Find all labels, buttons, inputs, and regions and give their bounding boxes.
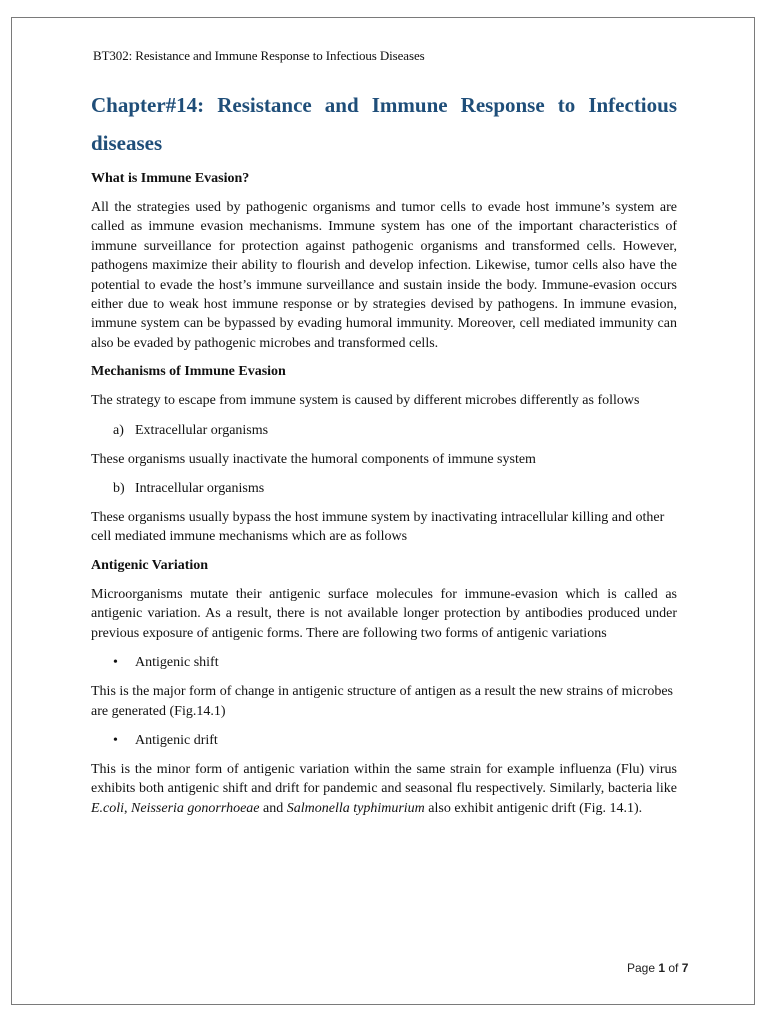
species-neisseria: Neisseria gonorrhoeae (131, 800, 260, 816)
drift-text-2: also exhibit antigenic drift (Fig. 14.1). (424, 800, 643, 816)
list-item-antigenic-shift (113, 653, 677, 672)
bullet-icon: • (113, 732, 118, 748)
list-marker-a: a) (113, 422, 124, 438)
paragraph-antigenic-variation: Microorganisms mutate their antigenic surface molecules for immune-evasion which is called as antigenic variation. As a result, there is not available longer protection by antibodies produced under previous exposure of antigenic forms. There are following two forms of antigenic variations (91, 586, 677, 641)
chapter-title: Chapter#14: Resistance and Immune Response to Infectious diseases (91, 93, 677, 155)
running-header: BT302: Resistance and Immune Response to Infectious Diseases (93, 48, 425, 63)
page-number-footer (627, 961, 688, 975)
drift-separator-2: and (259, 800, 287, 816)
list-label-antigenic-drift: Antigenic drift (135, 732, 218, 748)
heading-mechanisms: Mechanisms of Immune Evasion (91, 364, 286, 380)
heading-antigenic-variation: Antigenic Variation (91, 557, 209, 573)
paragraph-intracellular: These organisms usually bypass the host immune system by inactivating intracellular killing and other cell mediated immune mechanisms which are as follows (91, 510, 665, 545)
list-item-intracellular (113, 479, 677, 498)
paragraph-antigenic-drift (91, 760, 677, 818)
paragraph-immune-evasion: All the strategies used by pathogenic organisms and tumor cells to evade host immune’s system are called as immune evasion mechanisms. Immune system has one of the important characteristics of immune surveillance for protection against pathogenic organisms and transformed cells. However, pathogens maximize their ability to flourish and develop infection. Likewise, tumor cells also have the potential to evade the host’s immune surveillance and sustain inside the body. Immune-evasion occurs either due to weak host immune response or by strategies devised by pathogens. In immune evasion, immune system can be bypassed by evading humoral immunity. Moreover, cell mediated immunity can also be evaded by pathogenic microbes and transformed cells. (91, 200, 677, 351)
paragraph-extracellular: These organisms usually inactivate the humoral components of immune system (91, 451, 536, 467)
paragraph-antigenic-shift: This is the major form of change in antigenic structure of antigen as a result the new strains of microbes are generated (Fig.14.1) (91, 684, 673, 719)
species-ecoli: E.coli (91, 800, 125, 816)
of-word: of (665, 961, 682, 975)
list-item-antigenic-drift (113, 731, 677, 750)
page-word: Page (627, 961, 659, 975)
page-current: 1 (658, 961, 666, 975)
list-item-extracellular (113, 421, 677, 440)
list-label-intracellular: Intracellular organisms (135, 481, 265, 497)
paragraph-mechanisms-intro: The strategy to escape from immune system is caused by different microbes differently as follows (91, 393, 640, 409)
document-page (11, 17, 755, 1005)
bullet-icon: • (113, 655, 118, 671)
list-label-extracellular: Extracellular organisms (135, 422, 269, 438)
list-marker-b: b) (113, 481, 125, 497)
drift-text-1: This is the minor form of antigenic variation within the same strain for example influenza (Flu) virus exhibits both antigenic shift and drift for pandemic and seasonal flu respectively. Similarly, bacteria like (91, 761, 677, 797)
page-content (91, 48, 677, 828)
page-total: 7 (681, 961, 689, 975)
species-salmonella: Salmonella typhimurium (286, 800, 425, 816)
heading-immune-evasion: What is Immune Evasion? (91, 171, 250, 186)
drift-separator-1: , (124, 800, 132, 816)
list-label-antigenic-shift: Antigenic shift (135, 655, 219, 671)
